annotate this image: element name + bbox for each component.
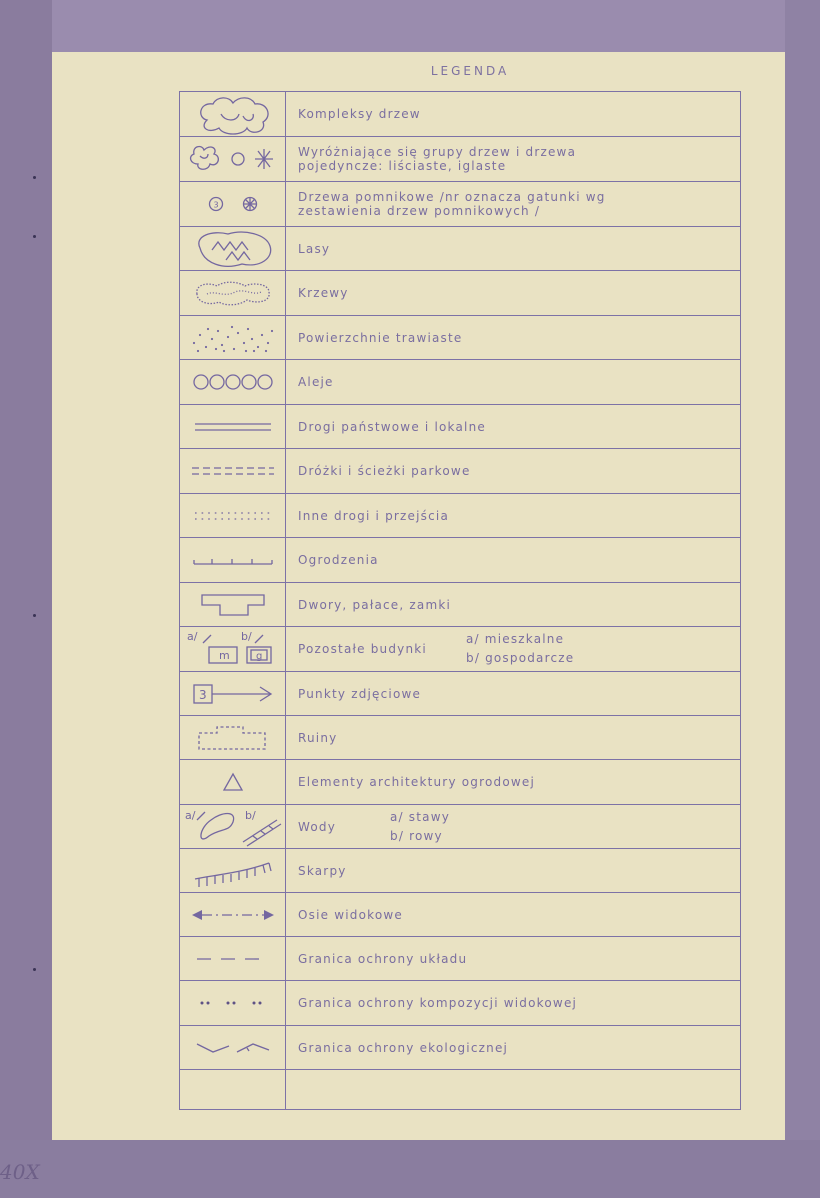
building-letter-m: m	[218, 649, 230, 662]
legend-row	[180, 805, 740, 849]
legend-text: Drzewa pomnikowe /nr oznacza gatunki wg	[298, 190, 606, 204]
legend-row	[180, 137, 740, 182]
layout-boundary-icon	[180, 937, 285, 980]
legend-text: Granica ochrony ekologicznej	[298, 1040, 509, 1055]
binder-hole	[33, 235, 36, 238]
legend-row	[180, 1026, 740, 1070]
legend-subtext-a: a/ mieszkalne	[466, 632, 565, 646]
legend-text: Osie widokowe	[298, 907, 403, 922]
legend-subtext-b: b/ gospodarcze	[466, 651, 575, 665]
building-label-a: a/	[186, 630, 197, 643]
grass-icon	[180, 316, 285, 359]
legend-row	[180, 316, 740, 360]
legend-row	[180, 405, 740, 449]
legend-text: Wody	[298, 819, 337, 834]
view-axes-icon	[180, 893, 285, 936]
legend-text: Inne drogi i przejścia	[298, 508, 449, 523]
legend-row	[180, 360, 740, 405]
legend-text-line2: pojedyncze: liściaste, iglaste	[298, 159, 507, 173]
legend-text: Elementy architektury ogrodowej	[298, 775, 536, 789]
tree-groups-icon	[180, 137, 285, 181]
legend-subtext-a: a/ stawy	[390, 810, 451, 824]
tree-complex-icon	[180, 92, 285, 136]
legend-row	[180, 893, 740, 937]
scan-frame-left	[0, 0, 52, 1198]
park-paths-icon	[180, 449, 285, 493]
legend-text: Powierzchnie trawiaste	[298, 330, 463, 345]
scan-frame-bottom	[0, 1140, 820, 1198]
waters-icon	[180, 805, 285, 848]
building-letter-g: g	[255, 651, 262, 662]
legend-row	[180, 494, 740, 538]
legend-text: Ruiny	[298, 730, 338, 745]
legend-text: Dróżki i ścieżki parkowe	[298, 464, 471, 478]
legend-row	[180, 672, 740, 716]
scan-frame-top	[0, 0, 820, 52]
garden-architecture-icon	[180, 760, 285, 804]
forest-icon	[180, 227, 285, 270]
buildings-icon	[180, 627, 285, 671]
fence-icon	[180, 538, 285, 582]
photo-point-number: 3	[198, 687, 207, 702]
legend-text-line2: zestawienia drzew pomnikowych /	[298, 204, 541, 218]
legend-text: Pozostałe budynki	[298, 642, 427, 656]
legend-row	[180, 538, 740, 583]
legend-text: Krzewy	[298, 286, 349, 300]
other-roads-icon	[180, 494, 285, 537]
legend-text: Punkty zdjęciowe	[298, 686, 422, 701]
legend-text: Aleje	[298, 375, 334, 389]
legend-row	[180, 182, 740, 227]
legend-text: Wyróżniające się grupy drzew i drzewa	[298, 145, 577, 159]
legend-row	[180, 981, 740, 1026]
legend-row	[180, 449, 740, 494]
legend-text: Lasy	[298, 241, 331, 256]
water-label-a: a/	[184, 808, 195, 822]
scan-frame-right	[785, 0, 820, 1198]
building-label-b: b/	[240, 630, 252, 643]
legend-text: Drogi państwowe i lokalne	[298, 419, 486, 434]
legend-row	[180, 627, 740, 672]
legend-row	[180, 937, 740, 981]
binder-hole	[33, 176, 36, 179]
legend-text: Granica ochrony układu	[298, 951, 468, 966]
monument-trees-icon	[180, 182, 285, 226]
legend-row	[180, 92, 740, 137]
eco-boundary-icon	[180, 1026, 285, 1069]
legend-subtext-b: b/ rowy	[390, 829, 443, 843]
alley-icon	[180, 360, 285, 404]
legend-text: Ogrodzenia	[298, 553, 379, 567]
roads-icon	[180, 405, 285, 448]
legend-row	[180, 271, 740, 316]
binder-hole	[33, 968, 36, 971]
legend-text: Skarpy	[298, 863, 347, 878]
shrubs-icon	[180, 271, 285, 315]
legend-row	[180, 849, 740, 893]
legend-text: Dwory, pałace, zamki	[298, 597, 452, 612]
binder-hole	[33, 614, 36, 617]
legend-row-empty	[180, 1070, 740, 1111]
view-boundary-icon	[180, 981, 285, 1025]
edge-mark: 40X	[0, 1160, 40, 1184]
monument-number: 3	[213, 200, 219, 210]
ruins-icon	[180, 716, 285, 759]
legend-title: LEGENDA	[430, 64, 510, 78]
manor-icon	[180, 583, 285, 626]
legend-row	[180, 583, 740, 627]
photo-points-icon	[180, 672, 285, 715]
legend-table	[179, 91, 741, 1110]
legend-text: Granica ochrony kompozycji widokowej	[298, 996, 578, 1010]
legend-row	[180, 716, 740, 760]
legend-text: Kompleksy drzew	[298, 107, 421, 121]
water-label-b: b/	[244, 808, 256, 822]
escarpment-icon	[180, 849, 285, 892]
legend-row	[180, 227, 740, 271]
legend-row	[180, 760, 740, 805]
